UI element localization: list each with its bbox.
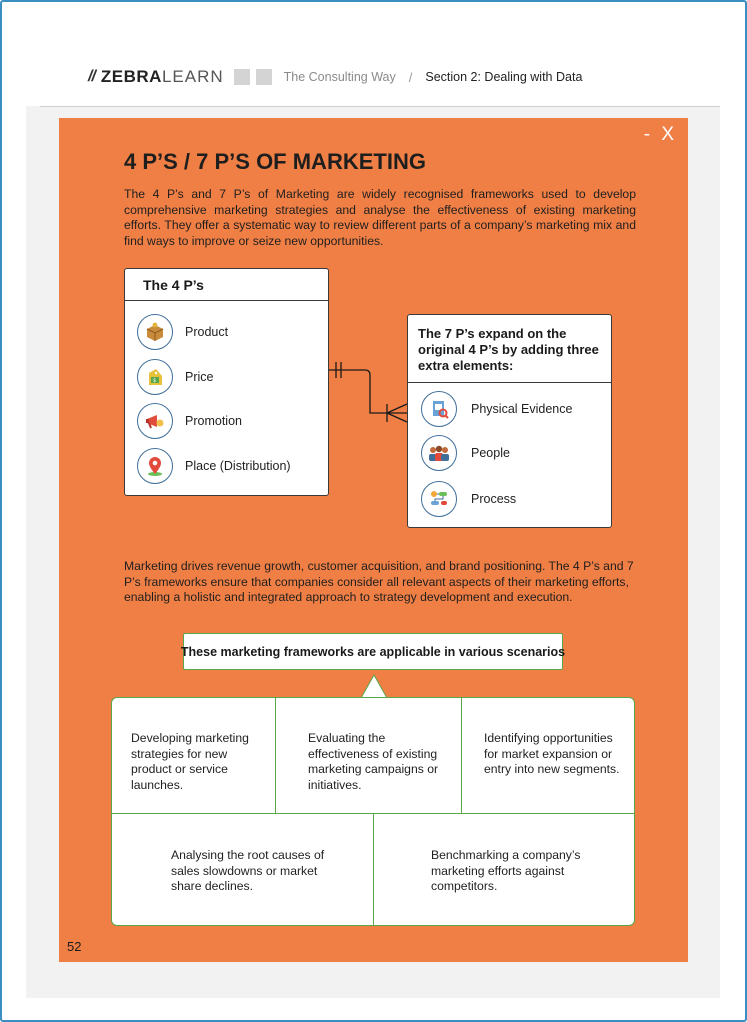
list-item-promotion: [137, 403, 242, 439]
list-item-physical-evidence: [421, 391, 572, 427]
list-item-process: [421, 481, 516, 517]
physical-evidence-label: Physical Evidence: [471, 402, 573, 416]
list-item-price: [137, 359, 213, 395]
people-label: People: [471, 446, 510, 460]
close-button[interactable]: X: [661, 124, 674, 145]
four-ps-box: [124, 268, 329, 496]
zebralearn-logo-mark: //: [88, 68, 95, 85]
intro-paragraph: The 4 P’s and 7 P’s of Marketing are widely recognised frameworks used to develop comprehensive marketing strategies and analyse the effectiveness of existing marketing efforts. They offer a systematic way to review different parts of a company’s marketing mix and find ways to improve or seize new opportunities.: [124, 187, 636, 248]
page-title: 4 P’S / 7 P’S OF MARKETING: [124, 149, 426, 174]
list-item-people: [421, 435, 510, 471]
zebralearn-logo-bold: ZEBRA: [100, 67, 162, 86]
header-divider: [40, 106, 720, 107]
svg-text:$: $: [153, 378, 157, 384]
four-ps-heading: The 4 P’s: [125, 269, 328, 301]
scenarios-grid: [111, 697, 635, 926]
grid-divider: [373, 813, 374, 925]
scenario-cell: Identifying opportunities for market expansion or entry into new segments.: [484, 731, 620, 776]
section-title: Section 2: Dealing with Data: [425, 70, 583, 84]
content-panel: [59, 118, 688, 962]
product-label: Product: [185, 325, 229, 339]
scenario-cell: Analysing the root causes of sales slowdowns or market share declines.: [171, 848, 325, 893]
page-header: [88, 66, 582, 88]
scenario-cell: Benchmarking a company’s marketing efforts against competitors.: [431, 848, 581, 893]
page-number: 52: [67, 939, 82, 954]
process-flow-icon: [421, 481, 457, 517]
process-label: Process: [471, 492, 517, 506]
scenarios-callout: These marketing frameworks are applicable in various scenarios: [183, 633, 563, 670]
promotion-label: Promotion: [185, 414, 242, 428]
price-tag-icon: [137, 359, 173, 395]
price-label: Price: [185, 370, 214, 384]
megaphone-icon: [137, 403, 173, 439]
second-paragraph: Marketing drives revenue growth, customer acquisition, and brand positioning. The 4 P’s and 7 P’s frameworks ensure that companies consider all relevant aspects of their marketing efforts, enabling a holistic and integrated approach to strategy development and execution.: [124, 559, 634, 604]
seven-ps-box: [407, 314, 612, 528]
list-item-product: [137, 314, 228, 350]
header-square-icon: [256, 69, 272, 85]
list-item-place: [137, 448, 291, 484]
product-box-icon: [137, 314, 173, 350]
place-label: Place (Distribution): [185, 459, 291, 473]
scenario-cell: Developing marketing strategies for new product or service launches.: [131, 731, 249, 792]
grid-divider: [275, 698, 276, 813]
book-title: The Consulting Way: [283, 70, 396, 84]
location-pin-icon: [137, 448, 173, 484]
breadcrumb-separator: /: [408, 69, 413, 85]
people-group-icon: [421, 435, 457, 471]
header-square-icon: [234, 69, 250, 85]
zebralearn-logo-light: LEARN: [161, 67, 224, 86]
evidence-document-icon: [421, 391, 457, 427]
scenario-cell: Evaluating the effectiveness of existing marketing campaigns or initiatives.: [308, 731, 439, 792]
minimize-button[interactable]: -: [643, 124, 651, 145]
seven-ps-heading: The 7 P’s expand on the original 4 P’s by adding three extra elements:: [408, 315, 611, 383]
grid-divider: [461, 698, 462, 813]
